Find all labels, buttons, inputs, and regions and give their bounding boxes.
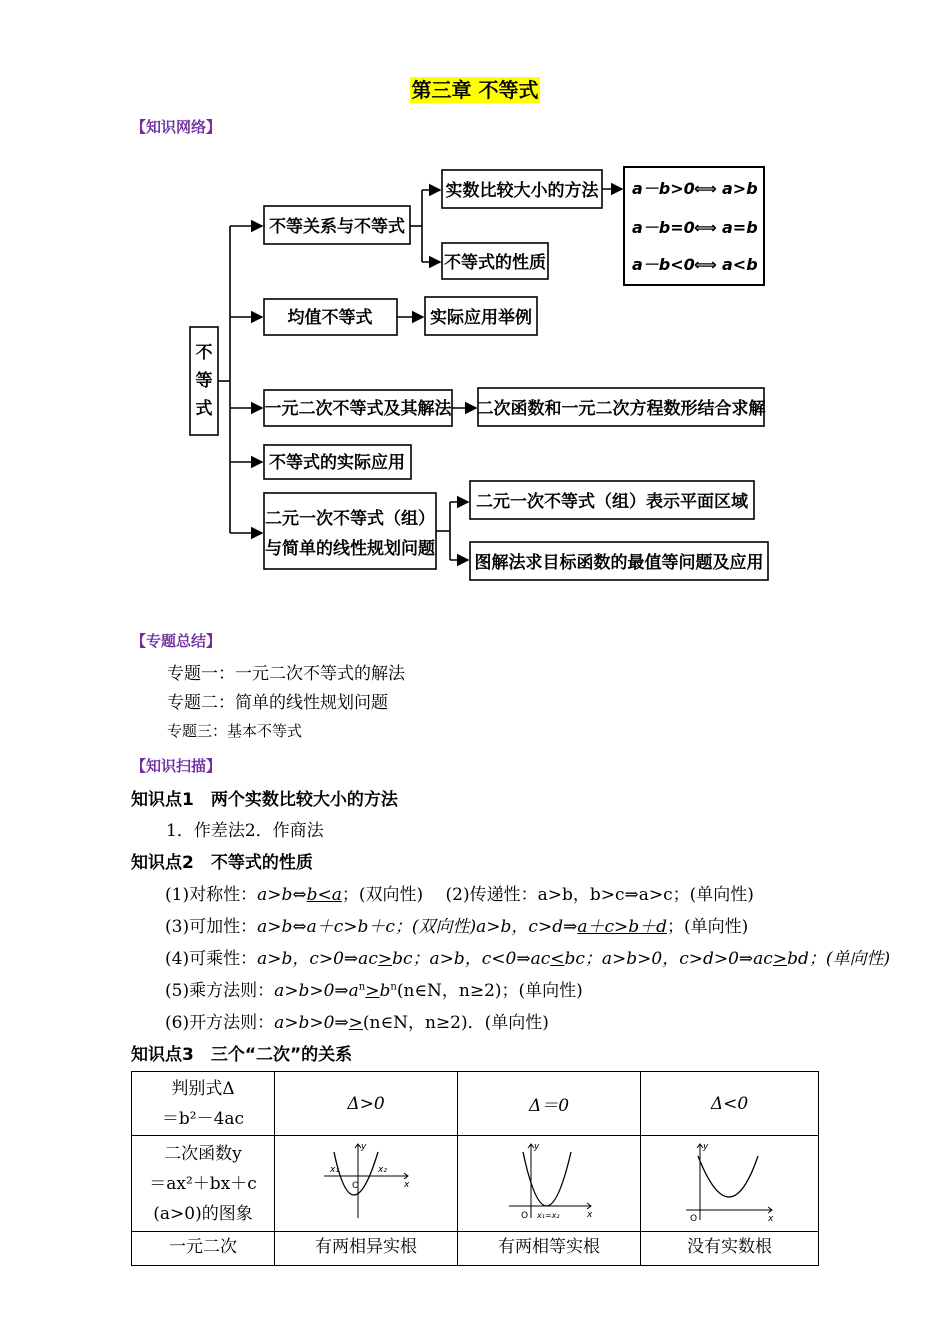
section-knowledge-scan: 【知识扫描】 [131,757,222,775]
kp1-methods: 1．作差法2．作商法 [166,821,324,841]
header-discriminant: 判别式Δ ＝b²－4ac [132,1072,275,1136]
branch-linear-programming-l1: 二元一次不等式（组） [265,509,435,529]
kp2-property-5: (5)乘方法则：$a>b>0\Rightarrow a^n>b^n(n\in N$，n≥2)；(单向性) [165,981,583,1001]
svg-text:x₁=x₂: x₁=x₂ [537,1211,560,1220]
cell-two-distinct-roots: 有两相异实根 [275,1232,458,1266]
topic-2: 专题二：简单的线性规划问题 [167,693,388,713]
topic-1: 专题一：一元二次不等式的解法 [167,664,405,684]
svg-text:x₁: x₁ [330,1165,339,1175]
compare-row3-right: a<b [722,255,758,274]
svg-text:O: O [689,1214,697,1224]
root-char-3: 式 [195,399,213,419]
branch-mean-inequality: 均值不等式 [287,308,373,328]
svg-text:O: O [521,1211,529,1221]
topic-3: 专题三：基本不等式 [167,722,303,740]
svg-text:O: O [352,1181,360,1191]
branch-quadratic-inequality: 一元二次不等式及其解法 [264,399,452,419]
header-delta-positive: Δ>0 [275,1072,458,1136]
graph-two-roots-cell [275,1136,458,1232]
sub-inequality-properties: 不等式的性质 [444,253,546,273]
sub-compare-methods: 实数比较大小的方法 [445,181,599,201]
svg-text:y: y [534,1142,540,1152]
compare-row3-left: a－b<0 [632,255,695,274]
compare-row2-right: a=b [722,218,758,237]
three-quadratics-table [131,1071,819,1266]
svg-text:x: x [404,1180,410,1190]
graph-no-root-cell [641,1136,819,1232]
table-row [132,1136,819,1232]
cell-no-real-roots: 没有实数根 [641,1232,819,1266]
row-equation-roots: 一元二次 [132,1232,275,1266]
compare-row1-left: a－b>0 [632,179,695,198]
sub-application-examples: 实际应用举例 [430,308,532,328]
kp2-property-6: (6)开方法则：a>b>0⇒>(n∈N，n≥2)．(单向性) [165,1013,549,1033]
sub-plane-region: 二元一次不等式（组）表示平面区域 [476,492,748,512]
kp2-property-3: (3)可加性：a>b⇔a＋c>b＋c；(双向性)a>b，c>d⇒a＋c>b＋d；(单向性) [165,917,749,937]
branch-practical-application: 不等式的实际应用 [269,453,405,473]
branch-inequality-relations: 不等关系与不等式 [269,217,405,237]
kp2-property-1: (1)对称性：a>b⇔b<a；(双向性) (2)传递性：a>b，b>c⇒a>c；(单向性) [165,885,754,905]
compare-row1-arrow: ⟺ [694,179,717,198]
header-delta-negative: Δ<0 [641,1072,819,1136]
sub-graphical-method: 图解法求目标函数的最值等问题及应用 [474,553,764,573]
svg-text:x₂: x₂ [378,1165,387,1175]
kp1-title: 知识点1 两个实数比较大小的方法 [131,790,398,810]
svg-text:x: x [767,1214,773,1224]
table-row [132,1232,819,1266]
svg-text:y: y [361,1142,367,1152]
graph-one-root-cell [458,1136,641,1232]
cell-two-equal-roots: 有两相等实根 [458,1232,641,1266]
section-topic-summary: 【专题总结】 [131,632,222,650]
section-knowledge-network: 【知识网络】 [131,118,222,136]
table-row [132,1072,819,1136]
page-title: 第三章 不等式 [411,78,539,102]
root-char-1: 不 [195,343,213,363]
graph-one-root [499,1138,599,1224]
graph-two-roots [316,1138,416,1224]
compare-row2-arrow: ⟺ [694,218,717,237]
root-char-2: 等 [195,371,213,391]
kp2-property-4: (4)可乘性：a>b，c>0⇒ac>bc；a>b，c<0⇒ac<bc；a>b>0，c>d>0⇒ac>bd；(单向性) [165,949,891,969]
row-quadratic-function: 二次函数y ＝ax²＋bx＋c (a>0)的图象 [132,1136,275,1232]
svg-text:y: y [702,1142,708,1152]
compare-row1-right: a>b [722,179,758,198]
compare-row2-left: a－b=0 [632,218,695,237]
kp2-title: 知识点2 不等式的性质 [131,853,313,873]
branch-linear-programming-l2: 与简单的线性规划问题 [265,539,435,559]
svg-text:x: x [587,1210,593,1220]
sub-quadratic-combined: 二次函数和一元二次方程数形结合求解 [476,399,766,419]
compare-row3-arrow: ⟺ [694,255,717,274]
kp3-title: 知识点3 三个“二次”的关系 [131,1045,353,1065]
knowledge-network-diagram [180,160,780,590]
graph-no-root [680,1138,780,1224]
header-delta-zero: Δ＝0 [458,1072,641,1136]
